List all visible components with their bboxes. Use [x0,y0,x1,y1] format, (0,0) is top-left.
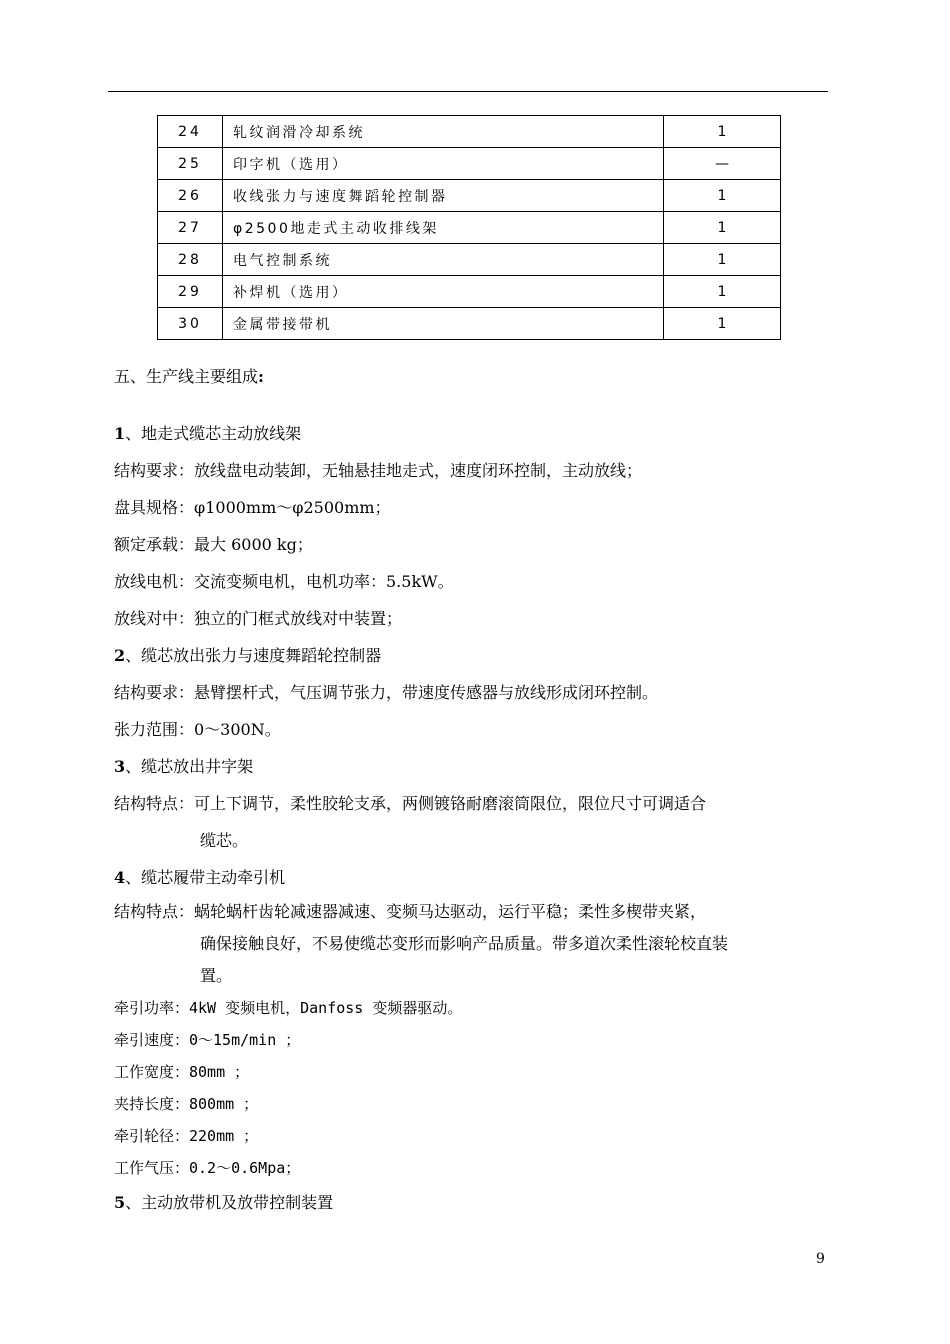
row-name: 收线张力与速度舞蹈轮控制器 [223,180,664,212]
item-number: 3 [114,757,126,776]
item-heading-3 [114,748,834,785]
spec-line-continuation: 缆芯。 [200,831,249,850]
row-quantity: 1 [664,116,781,148]
row-name: 金属带接带机 [223,308,664,340]
item-number: 1 [114,424,126,443]
row-name: φ2500地走式主动收排线架 [223,212,664,244]
spec-line: 张力范围：0～300N。 [114,720,281,739]
row-quantity: 1 [664,244,781,276]
item-heading-2 [114,637,834,674]
row-quantity: — [664,148,781,180]
item-number: 2 [114,646,126,665]
spec-line: 工作气压：0.2～0.6Mpa； [114,1159,301,1177]
table-row [158,148,781,180]
item-title: 、主动放带机及放带控制装置 [125,1193,334,1212]
row-name: 印字机（选用） [223,148,664,180]
table-row [158,180,781,212]
section-title-colon: : [258,367,264,386]
spec-line: 放线对中：独立的门框式放线对中装置； [114,609,403,628]
spec-line: 牵引功率：4kW 变频电机，Danfoss 变频器驱动。 [114,999,463,1017]
table-row [158,212,781,244]
row-number: 25 [158,148,223,180]
spec-line: 牵引轮径：220mm ； [114,1127,259,1145]
spec-line: 结构要求：放线盘电动装卸，无轴悬挂地走式，速度闭环控制，主动放线； [114,461,643,480]
page-number: 9 [816,1251,825,1267]
document-body [114,358,834,1221]
item-number: 5 [114,1193,126,1212]
row-number: 27 [158,212,223,244]
spec-line: 结构要求：悬臂摆杆式，气压调节张力，带速度传感器与放线形成闭环控制。 [114,683,659,702]
spec-line-continuation: 确保接触良好，不易使缆芯变形而影响产品质量。带多道次柔性滚轮校直装 [200,934,729,953]
row-name: 补焊机（选用） [223,276,664,308]
item-title: 、缆芯履带主动牵引机 [125,868,286,887]
item-heading-1 [114,415,834,452]
item-number: 4 [114,868,126,887]
spec-line-continuation: 置。 [200,966,233,985]
spec-line: 放线电机：交流变频电机，电机功率：5.5kW。 [114,572,454,591]
table-row [158,276,781,308]
row-name: 电气控制系统 [223,244,664,276]
table-row [158,116,781,148]
row-quantity: 1 [664,308,781,340]
table-row [158,308,781,340]
equipment-table [157,115,781,340]
row-quantity: 1 [664,180,781,212]
row-number: 26 [158,180,223,212]
row-quantity: 1 [664,212,781,244]
table-row [158,244,781,276]
spec-line: 工作宽度：80mm ； [114,1063,250,1081]
spec-line: 结构特点：可上下调节，柔性胶轮支承，两侧镀铬耐磨滚筒限位，限位尺寸可调适合 [114,794,707,813]
row-number: 29 [158,276,223,308]
spec-line: 盘具规格：φ1000mm～φ2500mm； [114,498,391,517]
item-title: 、地走式缆芯主动放线架 [125,424,302,443]
row-number: 24 [158,116,223,148]
row-quantity: 1 [664,276,781,308]
item-heading-4 [114,859,834,896]
spec-line: 结构特点：蜗轮蜗杆齿轮减速器减速、变频马达驱动，运行平稳；柔性多楔带夹紧， [114,902,707,921]
item-title: 、缆芯放出张力与速度舞蹈轮控制器 [125,646,382,665]
section-heading [114,358,834,395]
spec-line: 牵引速度：0～15m/min ； [114,1031,301,1049]
spec-line: 夹持长度：800mm ； [114,1095,259,1113]
row-number: 28 [158,244,223,276]
section-title: 五、生产线主要组成 [114,367,259,386]
row-number: 30 [158,308,223,340]
header-rule [108,91,828,92]
spec-line: 额定承载：最大 6000 kg； [114,535,313,554]
row-name: 轧纹润滑冷却系统 [223,116,664,148]
item-title: 、缆芯放出井字架 [125,757,254,776]
item-heading-5 [114,1184,834,1221]
